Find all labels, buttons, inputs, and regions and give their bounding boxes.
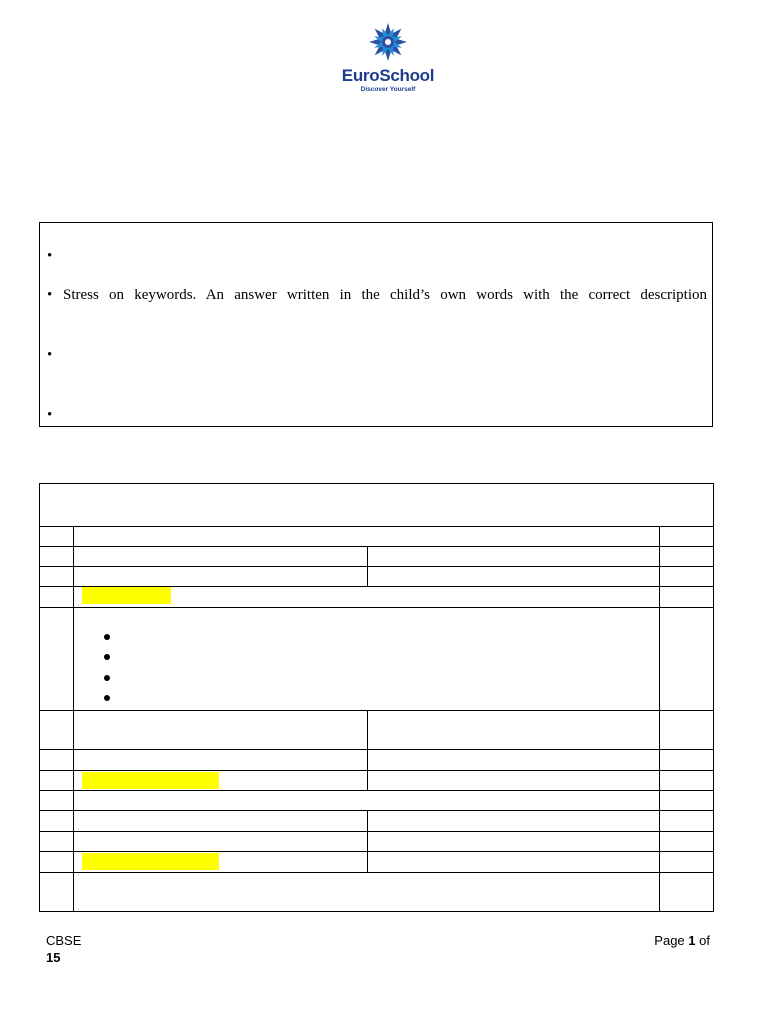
row-line bbox=[39, 790, 714, 791]
instruction-item bbox=[47, 406, 707, 424]
row-line bbox=[39, 607, 714, 608]
row-line bbox=[39, 851, 714, 852]
answer-highlight bbox=[82, 587, 171, 604]
row-line bbox=[39, 710, 714, 711]
footer-board: CBSE 15 bbox=[46, 933, 82, 965]
bullet-icon bbox=[104, 654, 110, 660]
bullet-icon: • bbox=[47, 407, 53, 423]
bullet-icon: • bbox=[47, 347, 53, 363]
column-line bbox=[659, 526, 660, 911]
row-line bbox=[39, 546, 714, 547]
column-line bbox=[367, 546, 368, 586]
row-line bbox=[39, 749, 714, 750]
answer-highlight bbox=[82, 772, 219, 789]
logo-tagline: Discover Yourself bbox=[360, 86, 416, 93]
school-logo bbox=[338, 22, 438, 96]
row-line bbox=[39, 831, 714, 832]
star-emblem-icon bbox=[363, 22, 413, 62]
table-border bbox=[39, 911, 714, 912]
column-line bbox=[367, 810, 368, 872]
instruction-item bbox=[47, 346, 707, 364]
bullet-icon bbox=[104, 695, 110, 701]
table-border bbox=[713, 483, 714, 912]
bullet-icon bbox=[104, 675, 110, 681]
logo-name: EuroSchool bbox=[341, 66, 435, 85]
answer-highlight bbox=[82, 853, 219, 870]
row-line bbox=[39, 810, 714, 811]
marking-scheme-table bbox=[39, 483, 714, 912]
row-line bbox=[39, 526, 714, 527]
page-number: Page 1 of bbox=[654, 933, 710, 948]
bullet-icon: • bbox=[47, 248, 53, 264]
column-line bbox=[73, 526, 74, 911]
instruction-item bbox=[47, 247, 707, 265]
bullet-icon: • bbox=[47, 287, 53, 303]
table-border bbox=[39, 483, 40, 912]
instructions-box bbox=[39, 222, 713, 427]
bullet-icon bbox=[104, 634, 110, 640]
row-line bbox=[39, 872, 714, 873]
instruction-item: • Stress on keywords. An answer written in the child’s own words with the correct description bbox=[47, 287, 707, 303]
row-line bbox=[39, 566, 714, 567]
row-line bbox=[39, 770, 714, 771]
table-border bbox=[39, 483, 714, 484]
column-line bbox=[367, 710, 368, 790]
